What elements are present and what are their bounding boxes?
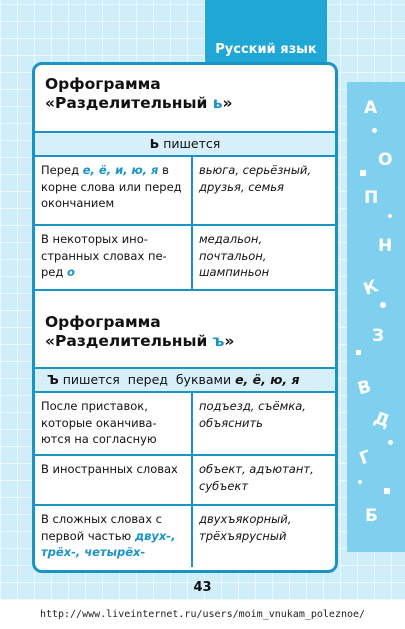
rule-cell: После приставок, которые оканчива- ются на согласную — [35, 393, 192, 455]
section1-band-sign: Ь — [149, 136, 160, 151]
section1-title-line2 — [45, 94, 335, 113]
example-cell — [192, 455, 335, 505]
side-letter: В — [355, 376, 374, 400]
example-word: друзья — [199, 179, 241, 194]
example-word: почтальон — [199, 248, 263, 263]
example-word: объяснить — [199, 415, 263, 430]
side-letter-strip — [347, 82, 405, 552]
side-letter: О — [378, 150, 393, 170]
section2-title-line1: Орфограмма — [45, 313, 161, 331]
side-letter: Д — [371, 408, 393, 432]
side-letter: К — [360, 276, 381, 300]
section-divider — [35, 289, 335, 291]
example-sep: , — [250, 399, 259, 413]
rule-text: Перед — [41, 163, 83, 177]
section1-band-text: пишется — [159, 136, 221, 151]
rule-text-rest: в корне слова или перед окончанием — [41, 163, 182, 210]
decor-dot — [388, 214, 392, 218]
rule-highlight: двух-, трёх-, четырёх- — [41, 528, 176, 559]
example-word: трёхъярусный — [199, 528, 287, 543]
example-word: адъютант — [249, 462, 311, 476]
example-word: шампиньон — [199, 265, 270, 279]
section1-sign: ь — [212, 94, 223, 112]
rule-text: В некоторых ино- странных словах пе- ред — [41, 232, 167, 279]
side-letter: Г — [356, 446, 374, 470]
section2-title — [45, 313, 335, 351]
section2-band — [35, 367, 335, 393]
example-word: съёмка — [258, 399, 303, 413]
subject-tab — [205, 0, 327, 70]
section1-title-text: «Разделительный — [45, 94, 208, 112]
decor-dot — [358, 480, 362, 484]
footer-url[interactable]: http://www.liveinternet.ru/users/moim_vnukam_poleznoe/ — [39, 609, 366, 620]
rule-highlight: е, ё, и, ю, я — [82, 163, 159, 177]
rules-card — [32, 62, 338, 573]
side-letter: Н — [378, 236, 393, 256]
decor-dot — [360, 170, 366, 176]
section2-band-text: пишется перед буквами — [58, 372, 236, 387]
example-word: объект — [199, 462, 242, 476]
example-sep: , — [258, 232, 263, 246]
section2-close-quote: » — [224, 332, 235, 350]
rule-cell — [35, 157, 192, 225]
rule-cell — [35, 225, 192, 289]
example-word: серьёзный — [242, 163, 308, 177]
side-letter: А — [364, 98, 378, 118]
section1-close-quote: » — [222, 94, 233, 112]
rule-cell: В иностранных словах — [35, 455, 192, 505]
decor-dot — [388, 440, 393, 445]
table-row — [35, 225, 335, 289]
decor-dot — [356, 350, 361, 355]
example-cell — [192, 505, 335, 567]
example-word: подъезд — [199, 399, 251, 413]
table-row — [35, 157, 335, 225]
example-sep: , — [307, 163, 312, 177]
section1-title-line1: Орфограмма — [45, 75, 161, 93]
example-sep: , — [287, 512, 292, 526]
decor-dot — [372, 128, 377, 133]
rule-text: В сложных словах с первой частью — [41, 512, 162, 543]
example-sep: , — [235, 163, 243, 177]
example-sep: , — [310, 462, 314, 476]
example-sep: , — [302, 399, 306, 413]
side-letter: Б — [365, 506, 378, 526]
section1-title — [45, 75, 335, 113]
section2-title-line2 — [45, 332, 335, 351]
example-word: медальон — [199, 232, 259, 246]
side-letter: П — [364, 188, 379, 208]
example-sep: , — [240, 179, 249, 194]
decor-dot — [380, 302, 386, 308]
subject-label: Русский язык — [215, 42, 317, 57]
section2-table — [35, 393, 335, 567]
example-word: вьюга — [199, 163, 236, 177]
section1-table — [35, 157, 335, 289]
page-number: 43 — [193, 580, 212, 595]
section2-sign: ъ — [212, 332, 225, 350]
example-word: субъект — [199, 478, 249, 493]
section2-band-sign: Ъ — [47, 372, 59, 387]
section2-band-letters: е, ё, ю, я — [235, 372, 300, 387]
example-cell — [192, 157, 335, 225]
side-letter: З — [372, 326, 385, 346]
example-sep: , — [262, 248, 267, 263]
rule-cell — [35, 505, 192, 567]
example-sep: , — [241, 462, 250, 476]
table-row — [35, 455, 335, 505]
example-word: двухъякорный — [199, 512, 288, 526]
example-cell — [192, 225, 335, 289]
table-row — [35, 393, 335, 455]
example-cell — [192, 393, 335, 455]
rule-highlight: о — [66, 265, 75, 279]
section2-title-text: «Разделительный — [45, 332, 208, 350]
decor-dot — [384, 488, 390, 494]
example-word: семья — [248, 179, 284, 194]
section1-band — [35, 131, 335, 157]
table-row — [35, 505, 335, 567]
